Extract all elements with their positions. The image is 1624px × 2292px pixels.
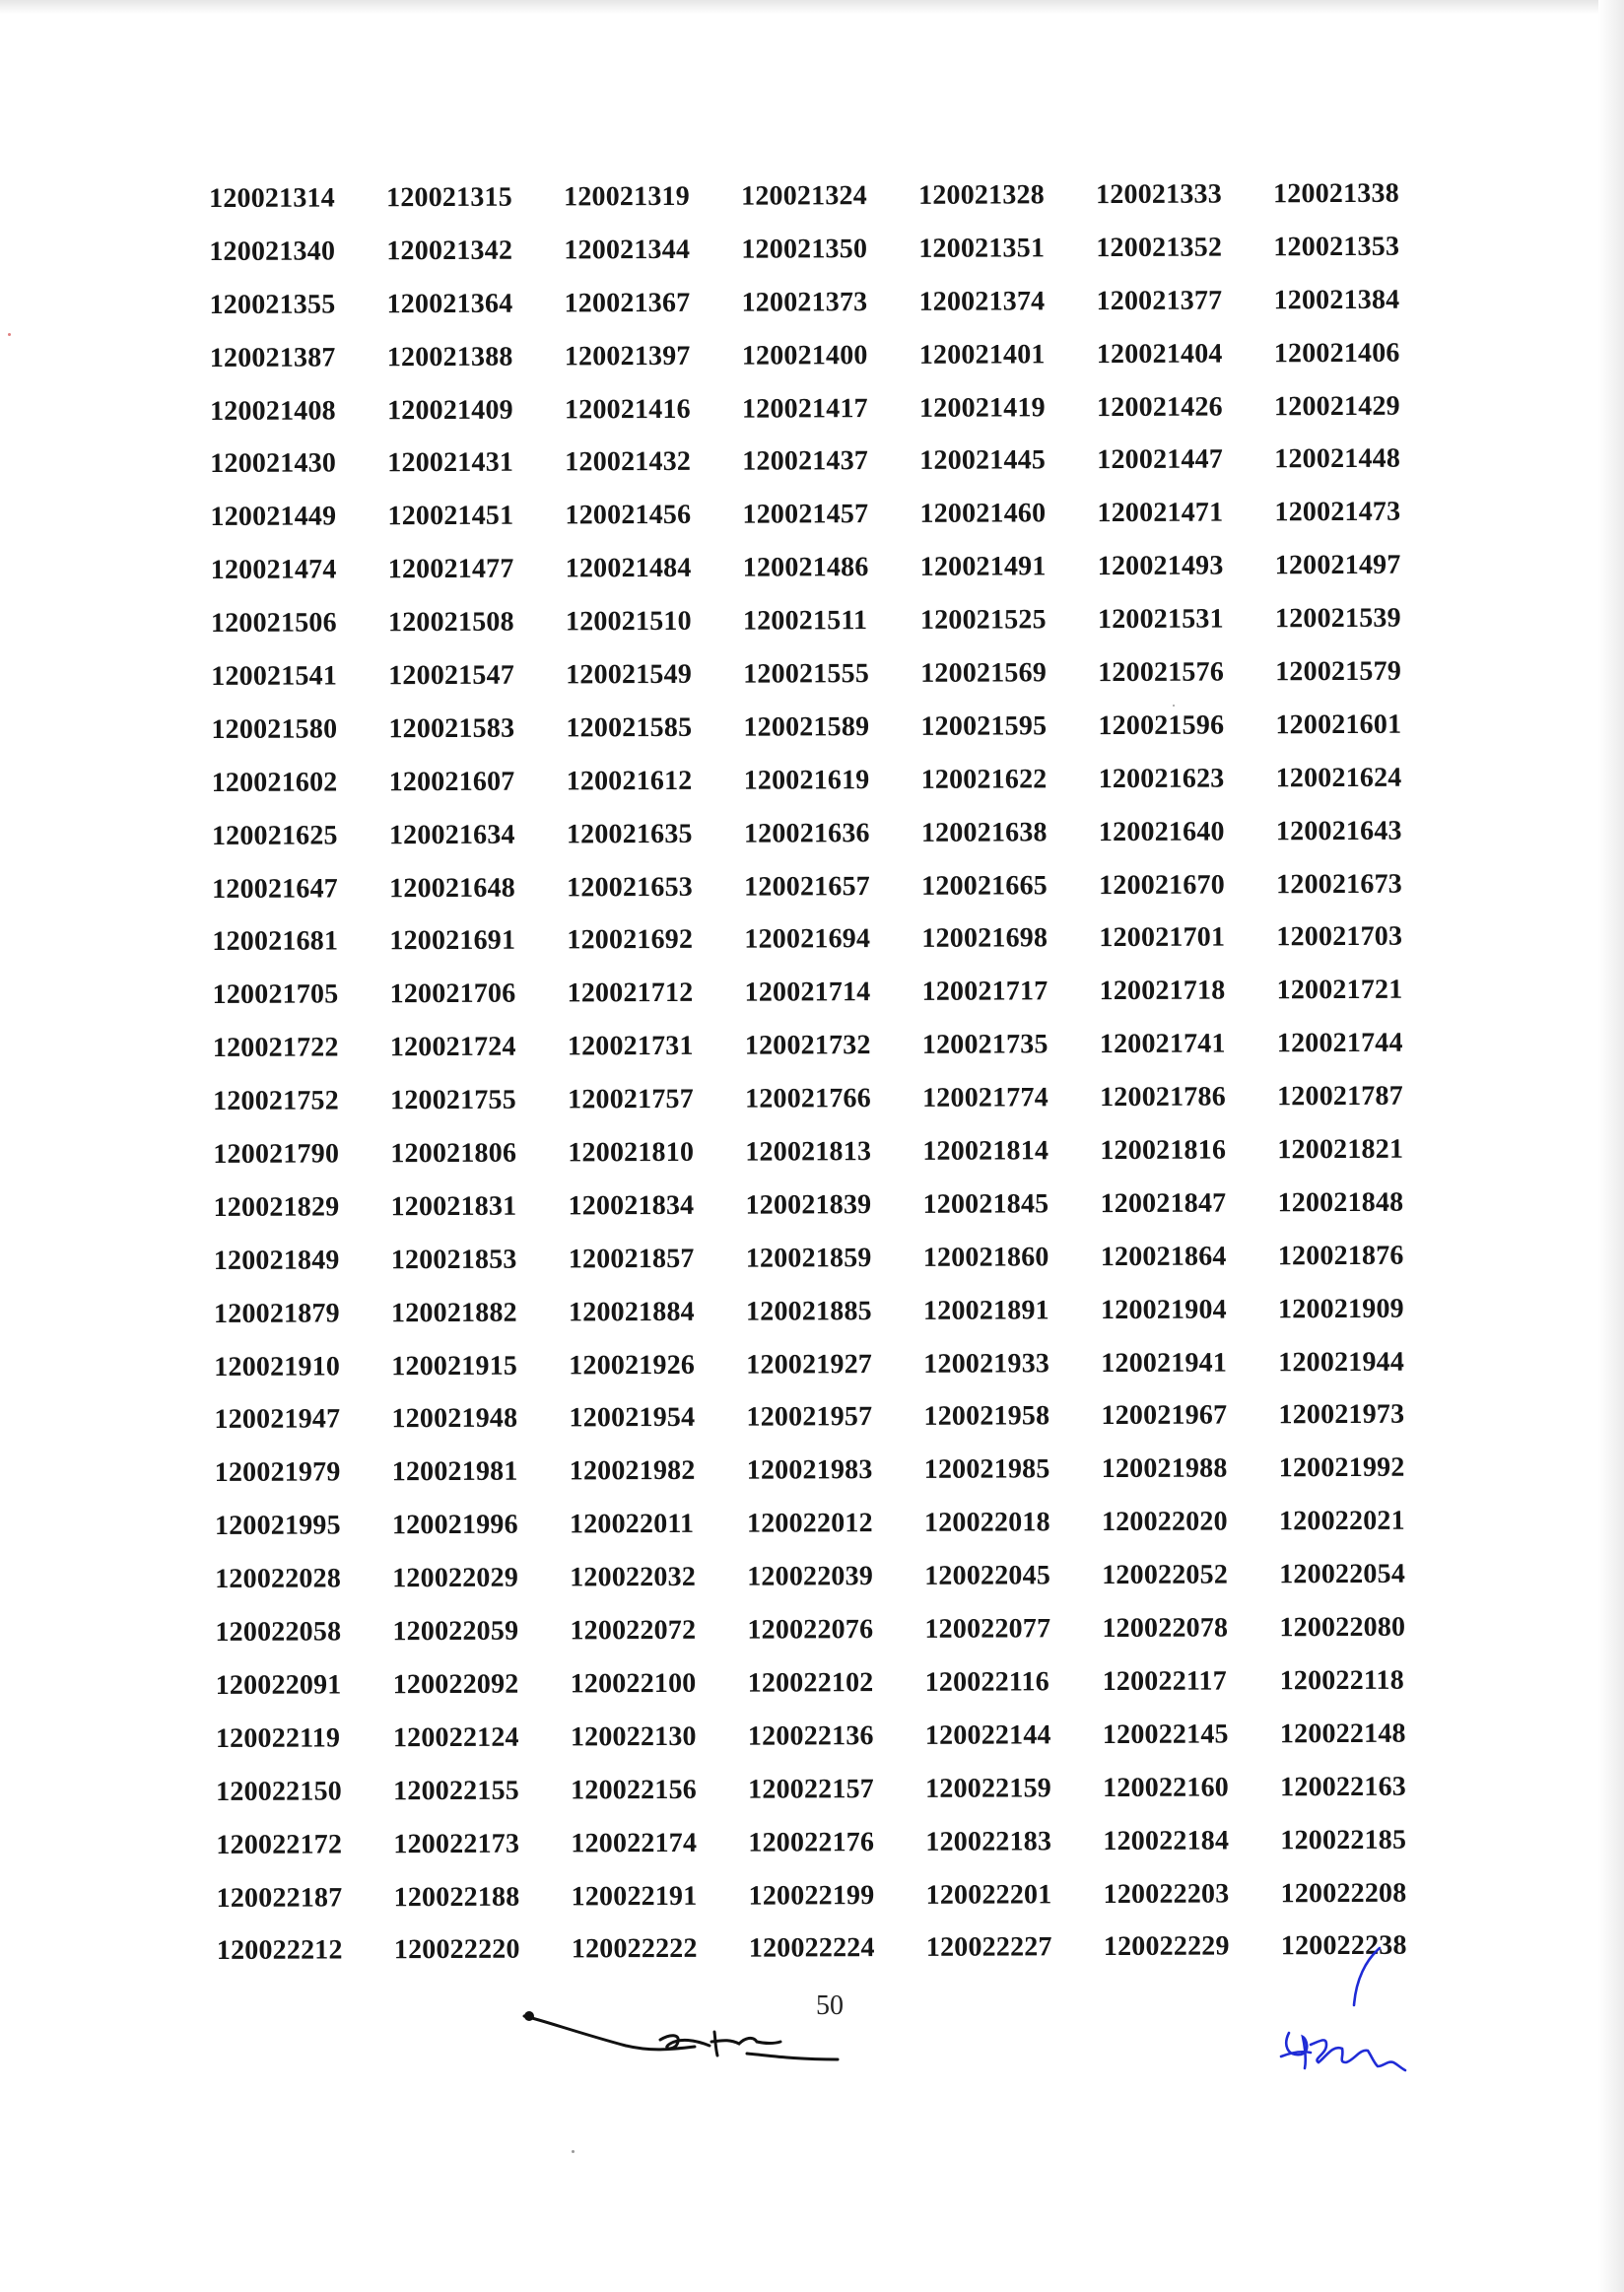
roll-number-cell: 120022077	[924, 1613, 1051, 1645]
roll-number-cell: 120022176	[748, 1826, 875, 1858]
roll-number-cell: 120022059	[392, 1615, 519, 1648]
roll-number-cell: 120022199	[748, 1879, 875, 1912]
roll-number-cell: 120021419	[918, 391, 1046, 424]
roll-number-cell: 120021506	[210, 607, 337, 640]
roll-number-cell: 120021445	[919, 444, 1047, 477]
roll-number-cell: 120021853	[390, 1244, 517, 1276]
roll-number-cell: 120022185	[1280, 1824, 1407, 1855]
roll-number-cell: 120021625	[211, 820, 338, 851]
roll-number-cell: 120021367	[564, 287, 691, 319]
roll-number-cell: 120022150	[216, 1776, 343, 1807]
roll-number-cell: 120021948	[391, 1403, 518, 1435]
roll-number-cell: 120021511	[742, 605, 868, 637]
roll-number-cell: 120021624	[1275, 762, 1402, 794]
roll-number-cell: 120021787	[1277, 1080, 1403, 1112]
roll-number-cell: 120022155	[393, 1775, 520, 1806]
roll-number-cell: 120021432	[565, 446, 692, 478]
roll-number-cell: 120021351	[918, 233, 1046, 264]
roll-number-cell: 120022172	[216, 1829, 343, 1860]
roll-number-cell: 120021957	[746, 1401, 873, 1434]
roll-number-cell: 120022220	[393, 1934, 520, 1966]
roll-number-cell: 120022173	[393, 1828, 520, 1859]
roll-number-cell: 120022054	[1279, 1558, 1406, 1590]
roll-number-cell: 120022119	[215, 1722, 341, 1754]
roll-number-cell: 120021525	[919, 604, 1047, 636]
roll-number-cell: 120022052	[1102, 1559, 1229, 1591]
roll-number-cell: 120021477	[387, 553, 514, 585]
roll-number-cell: 120021845	[922, 1188, 1049, 1220]
roll-number-cell: 120021607	[388, 766, 515, 798]
roll-number-cell: 120022029	[392, 1562, 519, 1594]
roll-number-cell: 120021885	[745, 1295, 872, 1327]
roll-number-cell: 120022145	[1102, 1719, 1229, 1750]
roll-number-cell: 120021653	[567, 871, 694, 904]
roll-number-cell: 120021701	[1099, 921, 1226, 954]
roll-number-cell: 120021579	[1275, 655, 1402, 688]
roll-number-cell: 120022183	[925, 1825, 1052, 1857]
roll-number-cell: 120021848	[1277, 1186, 1404, 1219]
roll-number-cell: 120021580	[211, 713, 338, 745]
roll-number-cell: 120022102	[747, 1667, 874, 1699]
roll-number-cell: 120021619	[743, 764, 870, 796]
roll-number-cell: 120022227	[925, 1931, 1052, 1964]
roll-number-cell: 120022144	[924, 1719, 1051, 1751]
roll-number-cell: 120021996	[391, 1509, 518, 1541]
roll-number-cell: 120021416	[564, 393, 691, 425]
roll-number-cell: 120021947	[214, 1403, 341, 1436]
roll-number-cell: 120021665	[921, 869, 1049, 902]
roll-number-cell: 120021967	[1101, 1399, 1228, 1432]
roll-number-cell: 120021510	[565, 605, 692, 638]
roll-number-cell: 120021638	[920, 816, 1048, 848]
roll-number-cell: 120021926	[569, 1349, 696, 1382]
roll-number-cell: 120022118	[1279, 1664, 1404, 1697]
roll-number-cell: 120021983	[746, 1454, 873, 1487]
roll-number-cell: 120021508	[387, 606, 514, 639]
roll-number-cell: 120022229	[1103, 1930, 1230, 1963]
roll-number-cell: 120022091	[215, 1669, 342, 1701]
roll-number-cell: 120021404	[1096, 338, 1223, 370]
roll-number-cell: 120022222	[571, 1933, 698, 1965]
roll-number-cell: 120022212	[216, 1934, 343, 1967]
roll-number-cell: 120021657	[744, 870, 871, 903]
roll-number-cell: 120021891	[922, 1294, 1049, 1326]
roll-number-cell: 120021555	[743, 658, 870, 690]
roll-number-cell: 120021531	[1097, 603, 1224, 636]
roll-number-cell: 120021847	[1100, 1187, 1227, 1219]
roll-number-cell: 120021766	[745, 1083, 871, 1114]
roll-number-cell: 120021859	[745, 1242, 872, 1274]
roll-number-cell: 120022184	[1103, 1825, 1230, 1856]
roll-number-cell: 120021860	[922, 1242, 1049, 1273]
roll-number-cell: 120021583	[388, 712, 515, 745]
roll-number-cell: 120021460	[919, 498, 1047, 530]
roll-number-cell: 120022188	[393, 1881, 520, 1913]
roll-number-cell: 120021589	[743, 710, 870, 743]
roll-number-cell: 120021757	[568, 1084, 694, 1115]
roll-number-cell: 120021388	[386, 341, 513, 372]
roll-number-cell: 120021547	[388, 659, 515, 692]
roll-number-cell: 120021374	[918, 286, 1046, 317]
roll-number-cell: 120021712	[567, 977, 694, 1009]
roll-number-cell: 120021406	[1273, 337, 1400, 369]
roll-number-cell: 120021451	[387, 500, 514, 532]
roll-number-cell: 120021706	[389, 978, 516, 1010]
roll-number-cell: 120021324	[741, 180, 867, 212]
roll-number-cell: 120021735	[921, 1029, 1049, 1061]
roll-number-cell: 120021692	[567, 924, 694, 956]
roll-number-cell: 120021340	[209, 236, 336, 267]
roll-number-cell: 120021409	[386, 394, 513, 426]
roll-number-cell: 120021497	[1274, 549, 1401, 581]
scan-speck	[572, 2150, 575, 2153]
roll-number-cell: 120021601	[1275, 708, 1402, 741]
roll-number-cell: 120021373	[741, 286, 868, 318]
roll-number-cell: 120021813	[745, 1136, 872, 1168]
roll-number-cell: 120021722	[212, 1032, 339, 1064]
roll-number-cell: 120021539	[1274, 602, 1401, 635]
roll-number-cell: 120021643	[1275, 815, 1402, 846]
roll-number-cell: 120021884	[568, 1296, 695, 1328]
roll-number-cell: 120021315	[386, 181, 512, 214]
roll-number-cell: 120022080	[1279, 1611, 1406, 1644]
roll-number-cell: 120021831	[390, 1190, 517, 1223]
roll-number-cell: 120022116	[924, 1666, 1049, 1698]
roll-number-cell: 120022072	[570, 1614, 697, 1647]
roll-number-cell: 120021985	[923, 1453, 1050, 1486]
roll-number-cell: 120022201	[925, 1878, 1052, 1911]
roll-number-cell: 120021448	[1274, 443, 1401, 475]
roll-number-cell: 120021387	[209, 342, 336, 373]
roll-number-cell: 120021732	[744, 1030, 871, 1061]
roll-number-cell: 120021694	[744, 923, 871, 956]
roll-number-cell: 120021909	[1277, 1293, 1404, 1324]
roll-number-cell: 120021342	[386, 235, 513, 267]
roll-number-cell: 120022039	[747, 1561, 874, 1592]
roll-number-cell: 120021430	[210, 447, 337, 480]
scan-edge-top	[0, 0, 1624, 14]
roll-number-cell: 120021408	[209, 395, 336, 427]
roll-number-cell: 120021635	[566, 818, 693, 850]
roll-number-cell: 120021647	[212, 873, 339, 905]
roll-number-cell: 120021703	[1276, 921, 1403, 953]
roll-number-cell: 120021449	[210, 501, 337, 533]
roll-number-cell: 120021981	[391, 1456, 518, 1488]
roll-number-cell: 120021941	[1101, 1347, 1228, 1379]
roll-number-cell: 120022021	[1278, 1505, 1405, 1537]
roll-number-cell: 120022148	[1279, 1718, 1406, 1750]
roll-number-cell: 120021995	[214, 1510, 341, 1542]
roll-number-cell: 120021834	[568, 1189, 695, 1222]
roll-number-cell: 120022203	[1103, 1877, 1230, 1910]
roll-number-cell: 120021864	[1100, 1241, 1227, 1272]
roll-number-cell: 120021350	[741, 233, 868, 265]
roll-number-cell: 120022058	[215, 1616, 342, 1649]
roll-number-cell: 120022078	[1102, 1612, 1229, 1645]
scan-speck	[8, 333, 11, 336]
roll-number-cell: 120021876	[1277, 1240, 1404, 1272]
roll-number-cell: 120021541	[211, 660, 338, 693]
roll-number-cell: 120021319	[564, 180, 690, 213]
roll-number-cell: 120021806	[390, 1137, 517, 1170]
roll-number-cell: 120022076	[747, 1614, 874, 1646]
roll-number-cell: 120021741	[1099, 1028, 1226, 1060]
roll-number-cell: 120022092	[392, 1668, 519, 1701]
roll-number-cell: 120021353	[1273, 231, 1400, 263]
roll-number-cell: 120021456	[565, 500, 692, 531]
roll-number-cell: 120022159	[925, 1773, 1052, 1804]
roll-number-cell: 120021484	[565, 553, 692, 584]
roll-number-cell: 120021400	[741, 339, 868, 371]
roll-number-cell: 120021429	[1273, 390, 1400, 422]
roll-number-cell: 120021691	[389, 925, 516, 957]
roll-number-cell: 120022011	[569, 1509, 695, 1540]
roll-number-cell: 120021944	[1278, 1346, 1405, 1378]
roll-number-cell: 120021549	[566, 658, 693, 691]
roll-number-cell: 120022163	[1280, 1771, 1407, 1802]
roll-number-cell: 120021401	[918, 338, 1046, 371]
roll-number-cell: 120022238	[1280, 1930, 1407, 1962]
roll-number-cell: 120021623	[1098, 763, 1225, 794]
roll-number-cell: 120021344	[564, 234, 691, 266]
roll-number-cell: 120021364	[386, 288, 513, 319]
roll-number-cell: 120021988	[1101, 1452, 1228, 1485]
roll-number-cell: 120021595	[920, 710, 1048, 742]
roll-number-cell: 120022136	[747, 1719, 874, 1752]
roll-number-cell: 120021810	[568, 1136, 695, 1169]
roll-number-cell: 120022012	[746, 1508, 873, 1539]
roll-number-cell: 120021431	[387, 447, 514, 479]
roll-number-cell: 120021933	[923, 1347, 1050, 1380]
roll-number-cell: 120021602	[211, 767, 338, 798]
roll-number-cell: 120022224	[748, 1932, 875, 1965]
roll-number-cell: 120021612	[566, 765, 693, 797]
roll-number-cell: 120022208	[1280, 1877, 1407, 1909]
roll-number-cell: 120021493	[1097, 550, 1224, 582]
roll-number-cell: 120021473	[1274, 497, 1401, 528]
roll-number-cell: 120022100	[570, 1667, 697, 1700]
roll-number-cell: 120021839	[745, 1188, 872, 1221]
roll-number-cell: 120021648	[389, 872, 516, 904]
roll-number-cell: 120021910	[214, 1351, 341, 1382]
roll-number-cell: 120021915	[391, 1350, 518, 1382]
roll-number-cell: 120021397	[564, 340, 691, 372]
roll-number-cell: 120021992	[1278, 1452, 1405, 1484]
roll-number-cell: 120021829	[213, 1191, 340, 1223]
roll-number-cell: 120021352	[1096, 232, 1223, 263]
roll-number-cell: 120021724	[389, 1031, 516, 1063]
roll-number-cell: 120021821	[1277, 1133, 1404, 1166]
roll-number-cell: 120022174	[571, 1827, 698, 1859]
roll-number-cell: 120021982	[569, 1455, 696, 1487]
roll-number-cell: 120022157	[748, 1773, 875, 1805]
roll-number-cell: 120021755	[390, 1084, 516, 1116]
roll-number-cell: 120021849	[213, 1245, 340, 1276]
roll-number-cell: 120021636	[743, 817, 870, 849]
roll-number-cell: 120021670	[1099, 869, 1226, 901]
left-signature	[522, 2000, 857, 2069]
roll-number-cell: 120022191	[571, 1880, 698, 1912]
roll-number-cell: 120021328	[918, 179, 1045, 211]
roll-number-cell: 120021744	[1276, 1027, 1403, 1059]
roll-number-cell: 120022124	[392, 1721, 519, 1754]
roll-number-cell: 120022187	[216, 1881, 343, 1914]
right-signature	[1271, 1946, 1409, 2079]
roll-number-cell: 120021377	[1096, 285, 1223, 316]
roll-number-cell: 120021447	[1097, 443, 1224, 476]
roll-number-cell: 120021879	[213, 1298, 340, 1329]
scan-edge-right	[1598, 0, 1624, 2292]
roll-number-cell: 120021596	[1098, 709, 1225, 741]
roll-number-cell: 120021857	[568, 1243, 695, 1275]
roll-number-cell: 120021333	[1096, 178, 1222, 211]
roll-number-cell: 120021634	[388, 819, 515, 850]
roll-number-cell: 120021673	[1276, 868, 1403, 900]
roll-number-cell: 120021338	[1273, 177, 1399, 210]
roll-number-cell: 120021457	[742, 499, 869, 530]
roll-number-grid	[209, 174, 1439, 1986]
page-number: 50	[816, 1990, 844, 2021]
roll-number-cell: 120021973	[1278, 1399, 1405, 1431]
roll-number-cell: 120021491	[919, 551, 1047, 583]
roll-number-cell: 120022018	[923, 1507, 1050, 1539]
roll-number-cell: 120021569	[920, 657, 1048, 689]
roll-number-cell: 120021927	[746, 1348, 873, 1381]
roll-number-cell: 120021698	[921, 922, 1049, 955]
roll-number-cell: 120021437	[742, 445, 869, 478]
roll-number-cell: 120021576	[1098, 656, 1225, 689]
roll-number-cell: 120021471	[1097, 497, 1224, 529]
roll-number-cell: 120022032	[570, 1562, 697, 1593]
roll-number-cell: 120021426	[1096, 391, 1223, 423]
roll-number-cell: 120021721	[1276, 975, 1403, 1006]
roll-number-cell: 120021486	[742, 552, 869, 583]
roll-number-cell: 120021622	[920, 764, 1048, 795]
roll-number-cell: 120021882	[390, 1297, 517, 1328]
roll-number-cell: 120021718	[1099, 975, 1226, 1007]
roll-number-cell: 120021814	[922, 1135, 1049, 1167]
roll-number-cell: 120021314	[209, 182, 335, 214]
roll-number-cell: 120021640	[1098, 816, 1225, 847]
roll-number-cell: 120021681	[212, 925, 339, 958]
roll-number-cell: 120021790	[213, 1138, 340, 1171]
roll-number-cell: 120022117	[1102, 1665, 1227, 1697]
roll-number-cell: 120021752	[213, 1085, 339, 1117]
roll-number-cell: 120021717	[921, 976, 1049, 1008]
roll-number-cell: 120022130	[570, 1720, 697, 1753]
roll-number-cell: 120021954	[569, 1402, 696, 1434]
roll-number-cell: 120021384	[1273, 284, 1400, 316]
roll-number-cell: 120021731	[567, 1031, 694, 1062]
roll-number-cell: 120021714	[744, 977, 871, 1008]
roll-number-cell: 120021355	[209, 289, 336, 320]
roll-number-cell: 120022160	[1103, 1772, 1230, 1803]
roll-number-cell: 120021979	[214, 1456, 341, 1489]
roll-number-cell: 120021585	[566, 711, 693, 744]
roll-number-cell: 120021774	[922, 1082, 1049, 1113]
roll-number-cell: 120022156	[571, 1774, 698, 1806]
roll-number-cell: 120022045	[924, 1560, 1051, 1592]
roll-number-cell: 120021816	[1100, 1134, 1227, 1167]
roll-number-cell: 120021958	[923, 1400, 1050, 1433]
roll-number-cell: 120021786	[1100, 1081, 1226, 1113]
roll-number-cell: 120022028	[215, 1563, 342, 1595]
roll-number-cell: 120021904	[1100, 1294, 1227, 1325]
roll-number-cell: 120021474	[210, 554, 337, 586]
roll-number-cell: 120022020	[1101, 1506, 1228, 1538]
roll-number-cell: 120021417	[741, 392, 868, 425]
roll-number-cell: 120021705	[212, 978, 339, 1011]
